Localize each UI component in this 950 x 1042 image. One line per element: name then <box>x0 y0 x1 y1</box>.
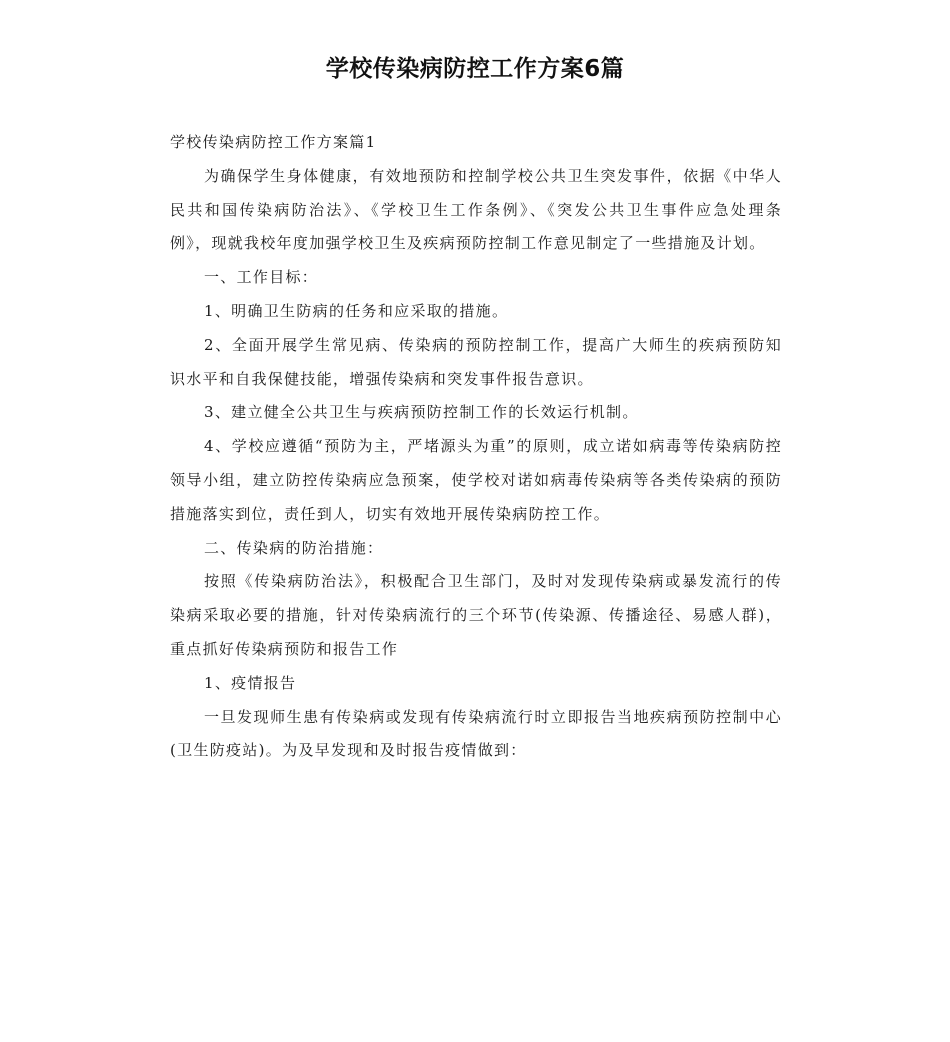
paragraph: 3、建立健全公共卫生与疾病预防控制工作的长效运行机制。 <box>204 403 639 422</box>
paragraph: 1、明确卫生防病的任务和应采取的措施。 <box>204 301 509 320</box>
paragraph: 一、工作目标： <box>204 268 319 287</box>
paragraph: 1、疫情报告 <box>204 673 297 692</box>
paragraph: 2、全面开展学生常见病、传染病的预防控制工作，提高广大师生的疾病预防知识水平和自我保健技能，增强传染病和突发事件报告意识。 <box>170 335 782 388</box>
section-heading: 学校传染病防控工作方案篇1 <box>170 133 377 151</box>
paragraph: 二、传染病的防治措施： <box>204 538 384 557</box>
paragraph: 按照《传染病防治法》，积极配合卫生部门，及时对发现传染病或暴发流行的传染病采取必要的措施，针对传染病流行的三个环节(传染源、传播途径、易感人群)，重点抓好传染病预防和报告工作 <box>170 572 782 658</box>
paragraph: 为确保学生身体健康，有效地预防和控制学校公共卫生突发事件，依据《中华人民共和国传染病防治法》、《学校卫生工作条例》、《突发公共卫生事件应急处理条例》，现就我校年度加强学校卫生及疾病预防控制工作意见制定了一些措施及计划。 <box>170 166 782 253</box>
paragraph: 一旦发现师生患有传染病或发现有传染病流行时立即报告当地疾病预防控制中心(卫生防疫站)。为及早发现和及时报告疫情做到： <box>170 707 782 760</box>
document-title: 学校传染病防控工作方案6篇 <box>325 56 625 82</box>
paragraph: 4、学校应遵循“预防为主，严堵源头为重”的原则，成立诺如病毒等传染病防控领导小组，建立防控传染病应急预案，使学校对诺如病毒传染病等各类传染病的预防措施落实到位，责任到人，切实有效地开展传染病防控工作。 <box>170 437 782 523</box>
document-body <box>170 126 782 768</box>
